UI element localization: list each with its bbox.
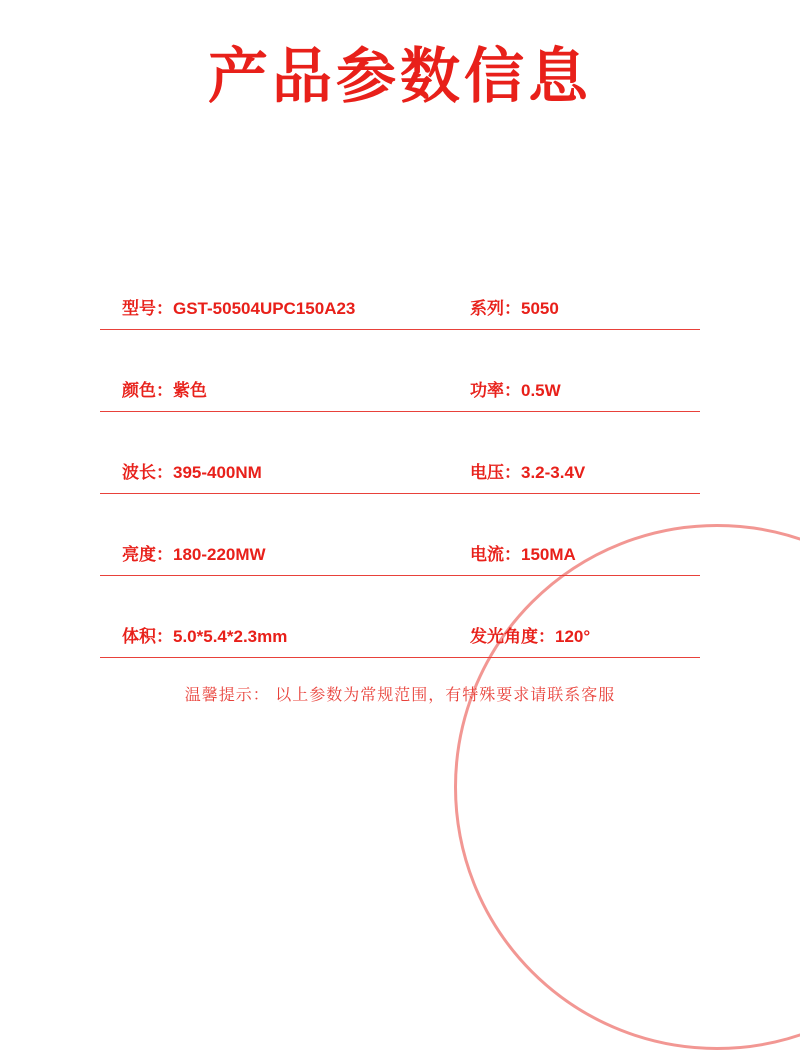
spec-label: 电流： — [470, 545, 521, 564]
spec-value: 395-400NM — [173, 463, 262, 482]
spec-value: GST-50504UPC150A23 — [173, 299, 356, 318]
spec-label: 体积： — [122, 627, 173, 646]
spec-value: 紫色 — [173, 381, 207, 400]
table-row — [100, 412, 700, 494]
spec-label: 亮度： — [122, 545, 173, 564]
spec-value: 120° — [555, 627, 591, 646]
table-row — [100, 576, 700, 658]
spec-value: 150MA — [521, 545, 576, 564]
spec-cell-model — [122, 294, 355, 319]
spec-value: 0.5W — [521, 381, 561, 400]
spec-table — [100, 248, 700, 658]
spec-cell-power — [470, 376, 561, 401]
spec-label: 波长： — [122, 463, 173, 482]
spec-value: 5.0*5.4*2.3mm — [173, 627, 288, 646]
spec-cell-series — [470, 294, 559, 319]
spec-value: 3.2-3.4V — [521, 463, 586, 482]
spec-cell-beam-angle — [470, 622, 590, 647]
spec-label: 发光角度： — [470, 627, 555, 646]
spec-label: 功率： — [470, 381, 521, 400]
spec-value: 5050 — [521, 299, 559, 318]
spec-cell-brightness — [122, 540, 266, 565]
spec-label: 颜色： — [122, 381, 173, 400]
table-row — [100, 248, 700, 330]
spec-cell-voltage — [470, 458, 585, 483]
spec-cell-dimensions — [122, 622, 287, 647]
spec-cell-wavelength — [122, 458, 262, 483]
spec-label: 电压： — [470, 463, 521, 482]
table-row — [100, 494, 700, 576]
footer-note: 温馨提示： 以上参数为常规范围，有特殊要求请联系客服 — [184, 687, 616, 704]
spec-cell-current — [470, 540, 576, 565]
spec-cell-color — [122, 376, 207, 401]
spec-label: 系列： — [470, 299, 521, 318]
page-title: 产品参数信息 — [208, 43, 592, 110]
spec-value: 180-220MW — [173, 545, 266, 564]
table-row — [100, 330, 700, 412]
spec-label: 型号： — [122, 299, 173, 318]
